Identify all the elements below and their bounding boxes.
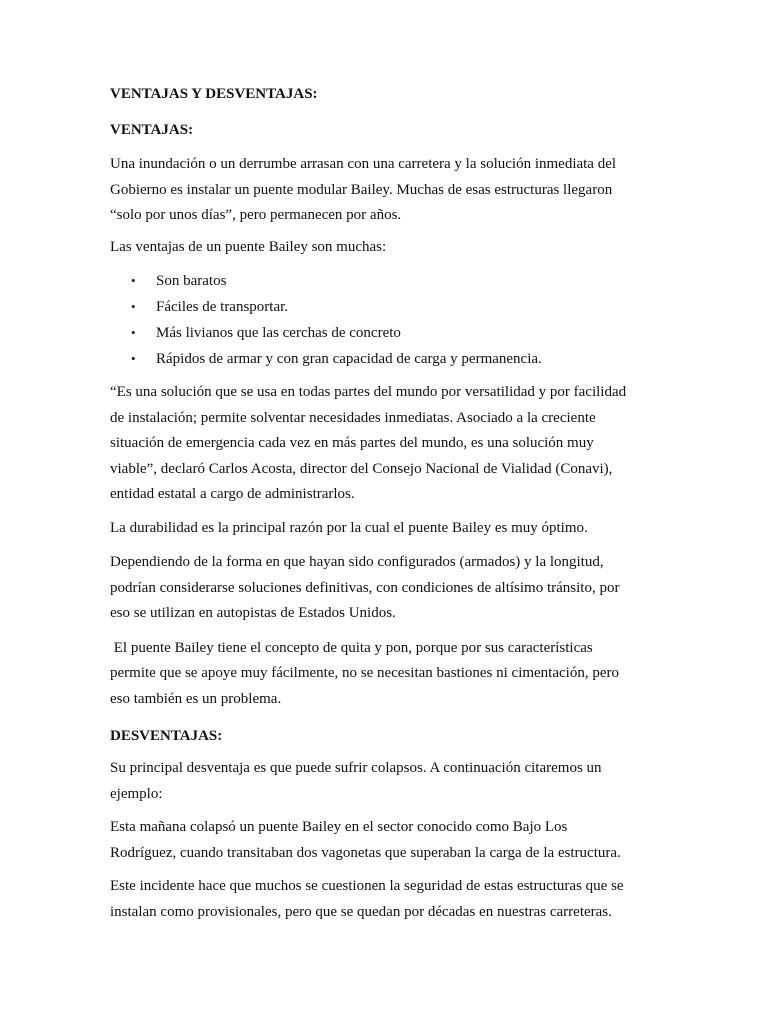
list-intro: Las ventajas de un puente Bailey son muchas: [110, 238, 387, 255]
quote-line: situación de emergencia cada vez en más partes del mundo, es una solución muy [110, 435, 594, 451]
disadvantage-line: ejemplo: [110, 785, 163, 802]
document-title: VENTAJAS Y DESVENTAJAS: [110, 86, 318, 102]
example-line: Esta mañana colapsó un puente Bailey en el sector conocido como Bajo Los [110, 819, 568, 835]
example-paragraph [110, 815, 658, 866]
intro-line: Gobierno es instalar un puente modular Bailey. Muchas de esas estructuras llegaron [110, 181, 613, 198]
list-item [110, 268, 658, 294]
bullet-icon: • [131, 299, 136, 314]
intro-paragraph [110, 152, 658, 229]
quote-paragraph [110, 380, 658, 508]
configuration-line: Dependiendo de la forma en que hayan sido configurados (armados) y la longitud, [110, 554, 604, 570]
incident-paragraph [110, 874, 658, 925]
list-item-text: Son baratos [156, 273, 227, 289]
list-item [110, 294, 658, 320]
concept-line: permite que se apoye muy fácilmente, no se necesitan bastiones ni cimentación, pero [110, 665, 619, 681]
bullet-icon: • [131, 351, 136, 366]
incident-line: instalan como provisionales, pero que se quedan por décadas en nuestras carreteras. [110, 903, 612, 920]
durability-paragraph: La durabilidad es la principal razón por la cual el puente Bailey es muy óptimo. [110, 519, 588, 536]
list-item-text: Más livianos que las cerchas de concreto [156, 325, 401, 341]
list-item [110, 346, 658, 372]
intro-line: Una inundación o un derrumbe arrasan con una carretera y la solución inmediata del [110, 156, 617, 172]
quote-line: viable”, declaró Carlos Acosta, director del Consejo Nacional de Vialidad (Conavi), [110, 460, 613, 477]
quote-line: entidad estatal a cargo de administrarlos. [110, 486, 355, 502]
list-item [110, 320, 658, 346]
disadvantage-line: Su principal desventaja es que puede sufrir colapsos. A continuación citaremos un [110, 760, 602, 776]
list-item-text: Fáciles de transportar. [156, 299, 289, 315]
configuration-line: eso se utilizan en autopistas de Estados Unidos. [110, 605, 396, 621]
bullet-icon: • [131, 325, 136, 340]
disadvantage-paragraph [110, 756, 658, 807]
advantages-list [110, 268, 658, 372]
concept-line: El puente Bailey tiene el concepto de quita y pon, porque por sus características [110, 639, 593, 656]
configuration-line: podrían considerarse soluciones definitivas, con condiciones de altísimo tránsito, por [110, 579, 620, 596]
quote-line: de instalación; permite solventar necesidades inmediatas. Asociado a la creciente [110, 409, 596, 426]
document-body [110, 84, 658, 925]
configuration-paragraph [110, 550, 658, 627]
concept-line: eso también es un problema. [110, 690, 282, 707]
ventajas-heading: VENTAJAS: [110, 122, 194, 138]
concept-paragraph [110, 636, 658, 713]
intro-line: “solo por unos días”, pero permanecen por años. [110, 207, 402, 223]
desventajas-heading: DESVENTAJAS: [110, 728, 223, 744]
incident-line: Este incidente hace que muchos se cuestionen la seguridad de estas estructuras que se [110, 878, 624, 894]
example-line: Rodríguez, cuando transitaban dos vagonetas que superaban la carga de la estructura. [110, 844, 621, 861]
quote-line: “Es una solución que se usa en todas partes del mundo por versatilidad y por facilidad [110, 384, 627, 400]
list-item-text: Rápidos de armar y con gran capacidad de carga y permanencia. [156, 351, 542, 367]
bullet-icon: • [131, 273, 136, 288]
